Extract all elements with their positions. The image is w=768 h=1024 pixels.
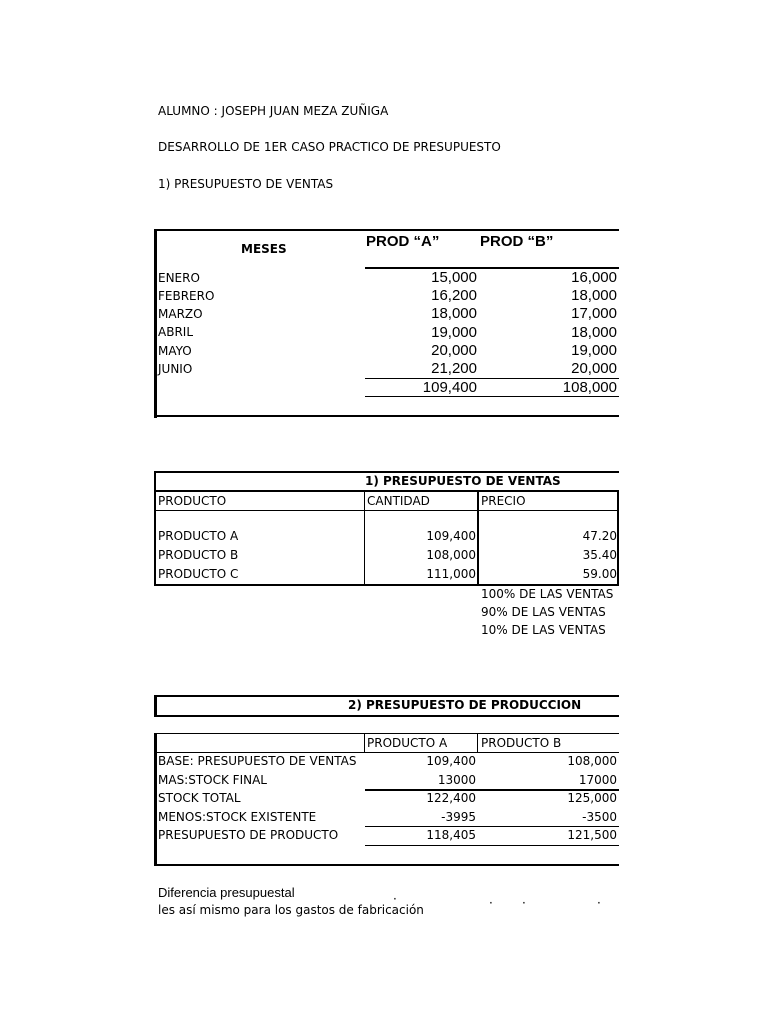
- column-header-producto-a: PRODUCTO A: [367, 736, 448, 750]
- column-header-cantidad: CANTIDAD: [367, 494, 430, 508]
- producto-a-value: -3995: [441, 810, 476, 824]
- prod-a-total: 109,400: [422, 379, 477, 396]
- product-name: PRODUCTO B: [158, 548, 239, 562]
- price-value: 59.00: [582, 567, 617, 581]
- prod-b-value: 17,000: [571, 305, 617, 322]
- month-label: ABRIL: [158, 325, 194, 339]
- stray-dot: ·: [522, 896, 526, 910]
- sales-note: 90% DE LAS VENTAS: [481, 605, 606, 619]
- producto-a-value: 122,400: [426, 791, 476, 805]
- prod-a-value: 16,200: [431, 287, 477, 304]
- quantity-value: 109,400: [426, 529, 476, 543]
- column-header-producto-b: PRODUCTO B: [481, 736, 562, 750]
- product-name: PRODUCTO A: [158, 529, 239, 543]
- prod-b-header: PROD “B”: [480, 233, 554, 250]
- price-value: 35.40: [582, 548, 617, 562]
- prod-b-value: 18,000: [571, 287, 617, 304]
- month-label: MARZO: [158, 307, 203, 321]
- price-value: 47.20: [582, 529, 617, 543]
- sales-budget-title: 1) PRESUPUESTO DE VENTAS: [365, 474, 561, 488]
- prod-b-value: 19,000: [571, 342, 617, 359]
- prod-a-value: 20,000: [431, 342, 477, 359]
- stray-dot: ·: [597, 896, 601, 910]
- prod-a-value: 21,200: [431, 360, 477, 377]
- month-label: JUNIO: [158, 362, 193, 376]
- prod-b-value: 20,000: [571, 360, 617, 377]
- producto-b-value: 17000: [578, 773, 617, 787]
- row-label: MENOS:STOCK EXISTENTE: [158, 810, 317, 824]
- row-label: BASE: PRESUPUESTO DE VENTAS: [158, 754, 357, 768]
- column-header-producto: PRODUCTO: [158, 494, 227, 508]
- footer-line-2: les así mismo para los gastos de fabricación: [158, 903, 424, 917]
- row-label: MAS:STOCK FINAL: [158, 773, 267, 787]
- prod-b-value: 16,000: [571, 269, 617, 286]
- prod-a-value: 15,000: [431, 269, 477, 286]
- sales-note: 100% DE LAS VENTAS: [481, 587, 614, 601]
- producto-b-value: 108,000: [567, 754, 617, 768]
- prod-b-total: 108,000: [562, 379, 617, 396]
- footer-line-1: Diferencia presupuestal: [158, 885, 295, 900]
- month-label: FEBRERO: [158, 289, 215, 303]
- section-title-ventas: 1) PRESUPUESTO DE VENTAS: [158, 177, 334, 191]
- production-budget-title: 2) PRESUPUESTO DE PRODUCCION: [348, 698, 582, 712]
- sales-note: 10% DE LAS VENTAS: [481, 623, 606, 637]
- row-label: STOCK TOTAL: [158, 791, 241, 805]
- prod-a-value: 19,000: [431, 324, 477, 341]
- stray-dot: ·: [393, 892, 397, 906]
- month-label: ENERO: [158, 271, 200, 285]
- quantity-value: 108,000: [426, 548, 476, 562]
- quantity-value: 111,000: [426, 567, 476, 581]
- producto-a-value: 13000: [437, 773, 476, 787]
- months-header: MESES: [241, 242, 287, 256]
- month-label: MAYO: [158, 344, 192, 358]
- producto-b-value: -3500: [582, 810, 617, 824]
- prod-a-header: PROD “A”: [366, 233, 440, 250]
- document-subtitle: DESARROLLO DE 1ER CASO PRACTICO DE PRESUPUESTO: [158, 140, 501, 154]
- producto-b-value: 125,000: [567, 791, 617, 805]
- column-header-precio: PRECIO: [481, 494, 526, 508]
- producto-a-value: 109,400: [426, 754, 476, 768]
- product-name: PRODUCTO C: [158, 567, 239, 581]
- stray-dot: ·: [489, 896, 493, 910]
- prod-b-value: 18,000: [571, 324, 617, 341]
- student-name: ALUMNO : JOSEPH JUAN MEZA ZUÑIGA: [158, 104, 389, 118]
- prod-a-value: 18,000: [431, 305, 477, 322]
- producto-a-value: 118,405: [426, 828, 476, 842]
- row-label: PRESUPUESTO DE PRODUCTO: [158, 828, 339, 842]
- producto-b-value: 121,500: [567, 828, 617, 842]
